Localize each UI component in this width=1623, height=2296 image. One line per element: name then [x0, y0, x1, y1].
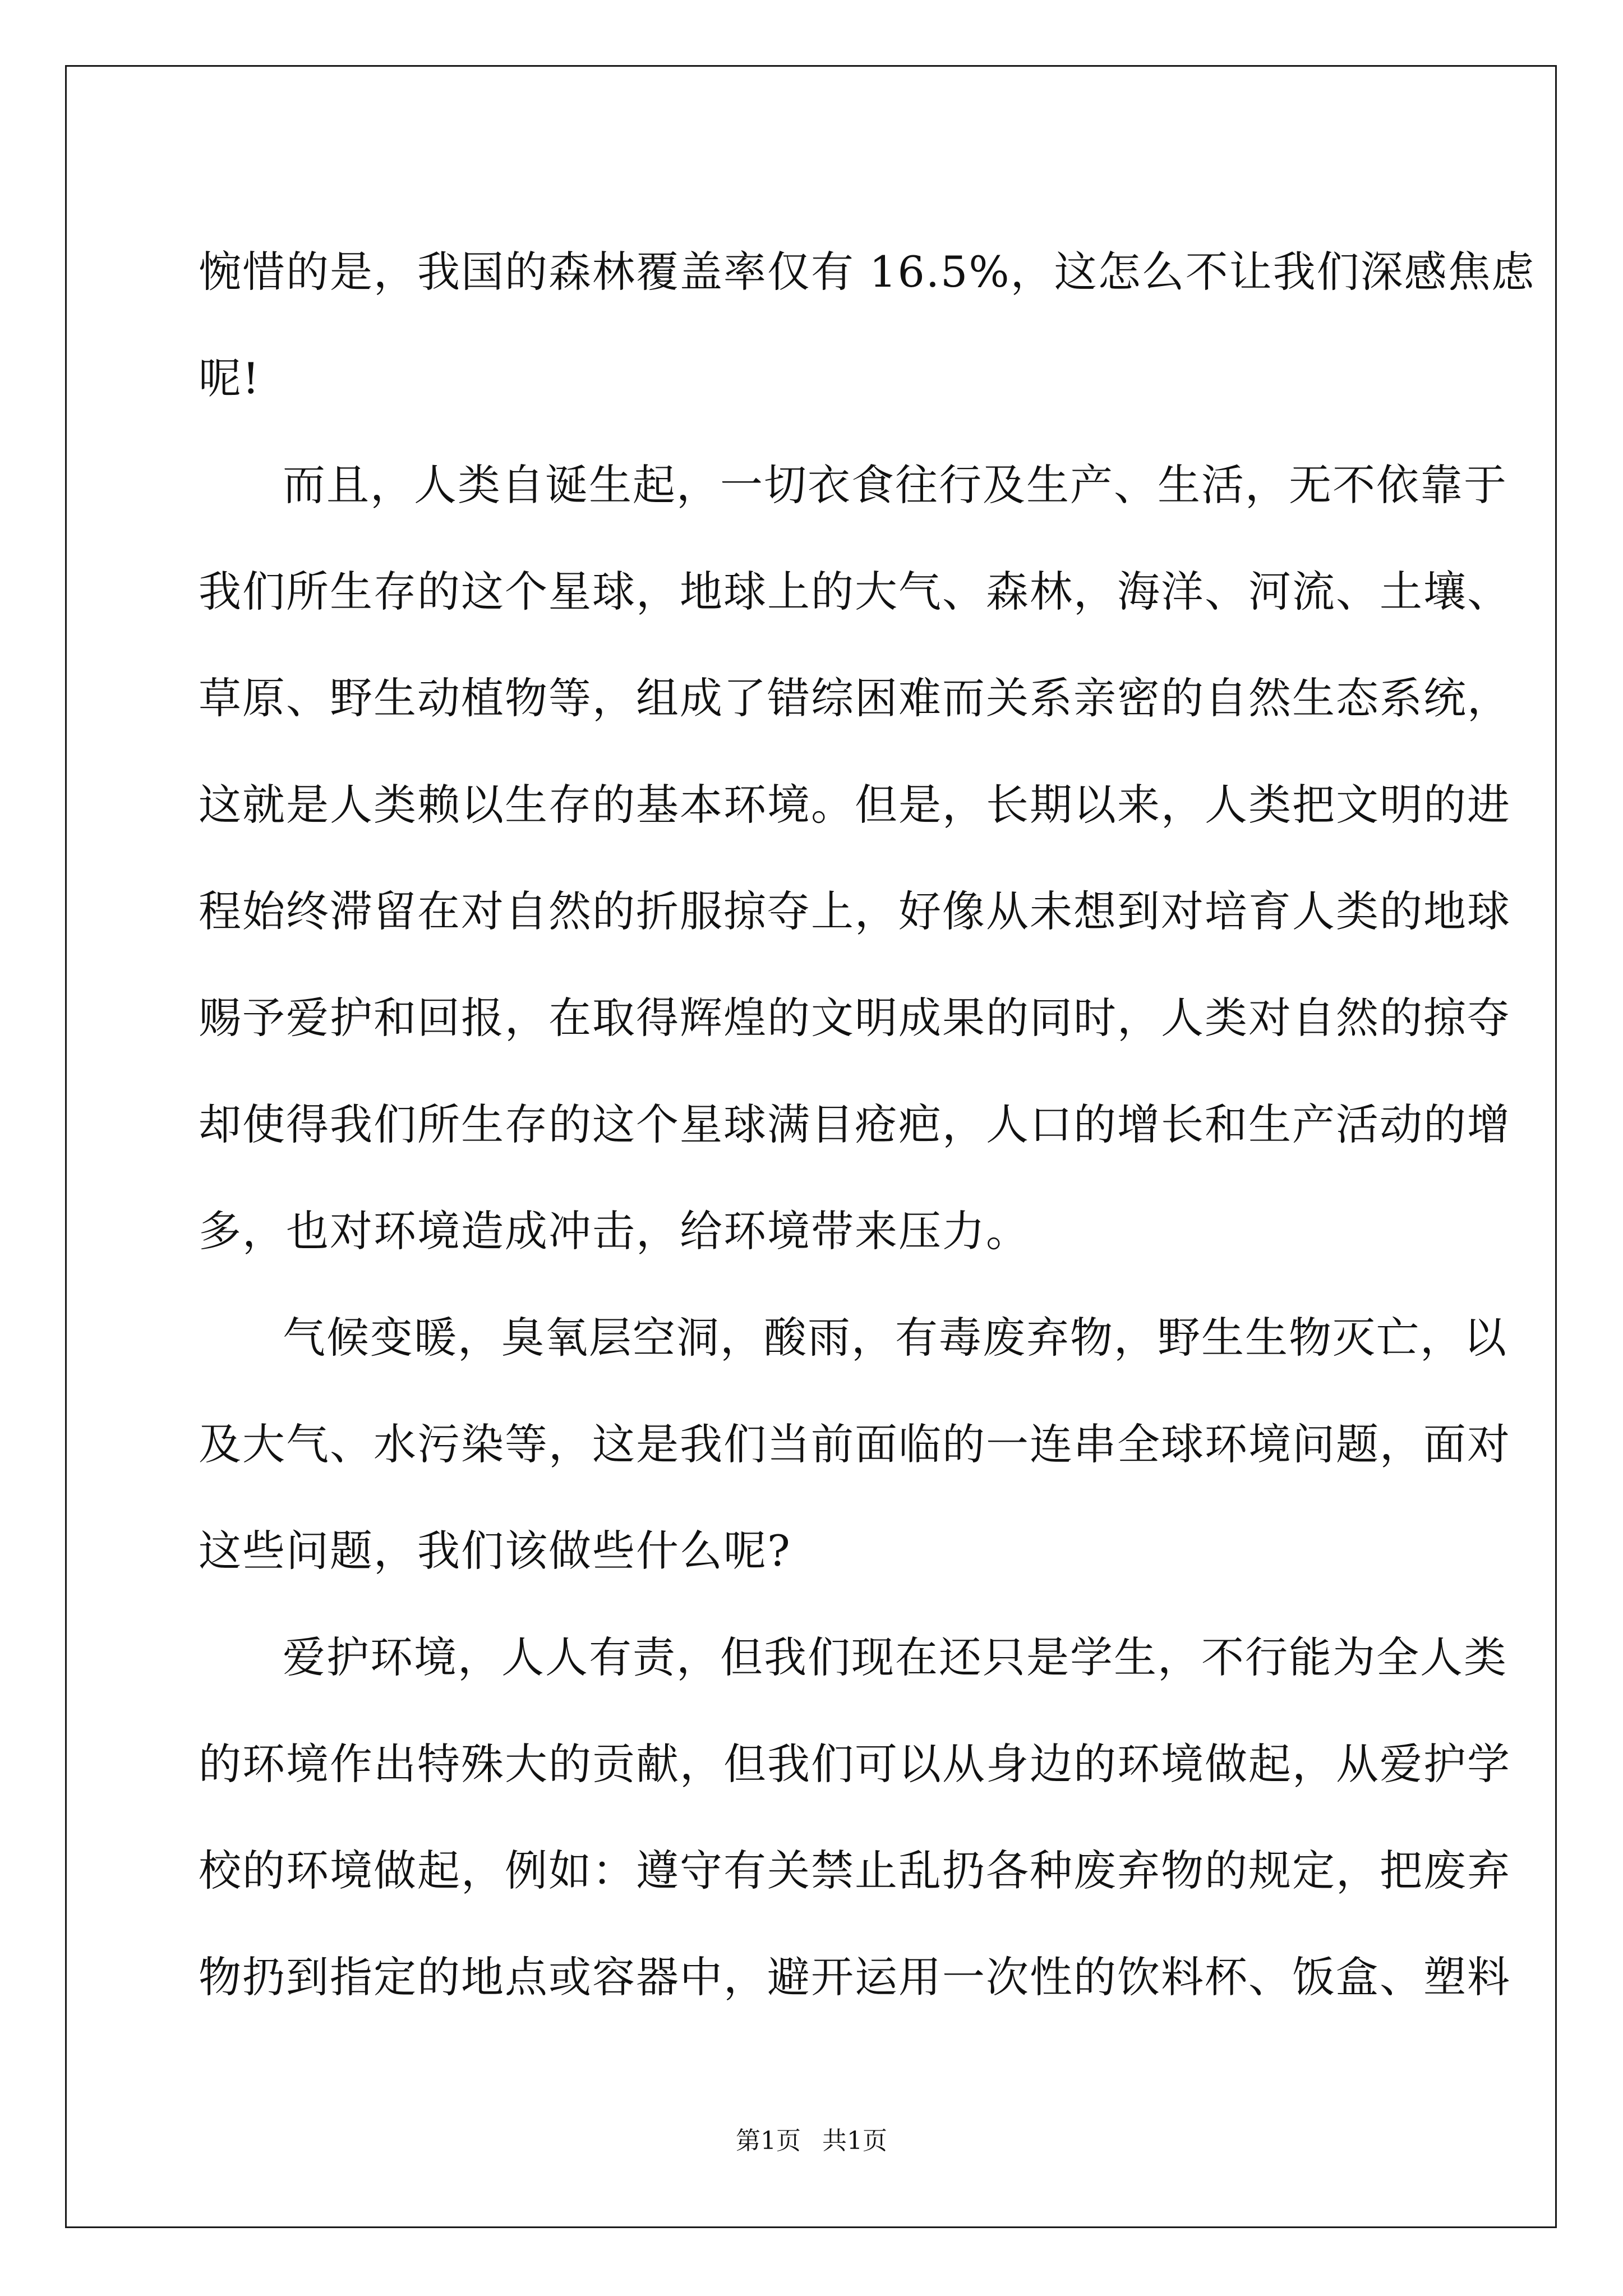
- text-line-3: 而且，人类自诞生起，一切衣食往行及生产、生活，无不依靠于: [283, 460, 1507, 510]
- text-line-11: 气候变暖，臭氧层空洞，酸雨，有毒废弃物，野生生物灭亡，以: [283, 1313, 1507, 1363]
- text-line-4: 我们所生存的这个星球，地球上的大气、森林，海洋、河流、土壤、: [199, 567, 1511, 616]
- text-line-12: 及大气、水污染等，这是我们当前面临的一连串全球环境问题，面对: [199, 1419, 1511, 1469]
- text-line-15: 的环境作出特殊大的贡献，但我们可以从身边的环境做起，从爱护学: [199, 1739, 1511, 1789]
- text-line-5: 草原、野生动植物等，组成了错综困难而关系亲密的自然生态系统，: [199, 673, 1511, 723]
- text-line-1: 惋惜的是，我国的森林覆盖率仅有 16.5%，这怎么不让我们深感焦虑: [199, 247, 1536, 297]
- text-line-10: 多，也对环境造成冲击，给环境带来压力。: [199, 1206, 1030, 1256]
- text-line-16: 校的环境做起，例如：遵守有关禁止乱扔各种废弃物的规定，把废弃: [199, 1846, 1511, 1895]
- page-number-total: 共1页: [822, 2127, 887, 2155]
- text-line-7: 程始终滞留在对自然的折服掠夺上，好像从未想到对培育人类的地球: [199, 886, 1511, 936]
- text-line-2: 呢!: [199, 353, 261, 403]
- text-line-17: 物扔到指定的地点或容器中，避开运用一次性的饮料杯、饭盒、塑料: [199, 1952, 1511, 2002]
- document-body: [199, 219, 1536, 2031]
- page-number-current: 第1页: [736, 2127, 801, 2155]
- page-footer: [0, 2120, 1623, 2156]
- text-line-13: 这些问题，我们该做些什么呢?: [199, 1526, 791, 1576]
- text-line-6: 这就是人类赖以生存的基本环境。但是，长期以来，人类把文明的进: [199, 780, 1511, 830]
- text-line-9: 却使得我们所生存的这个星球满目疮疤，人口的增长和生产活动的增: [199, 1099, 1511, 1149]
- text-line-8: 赐予爱护和回报，在取得辉煌的文明成果的同时，人类对自然的掠夺: [199, 993, 1511, 1043]
- text-line-14: 爱护环境，人人有责，但我们现在还只是学生，不行能为全人类: [283, 1632, 1507, 1682]
